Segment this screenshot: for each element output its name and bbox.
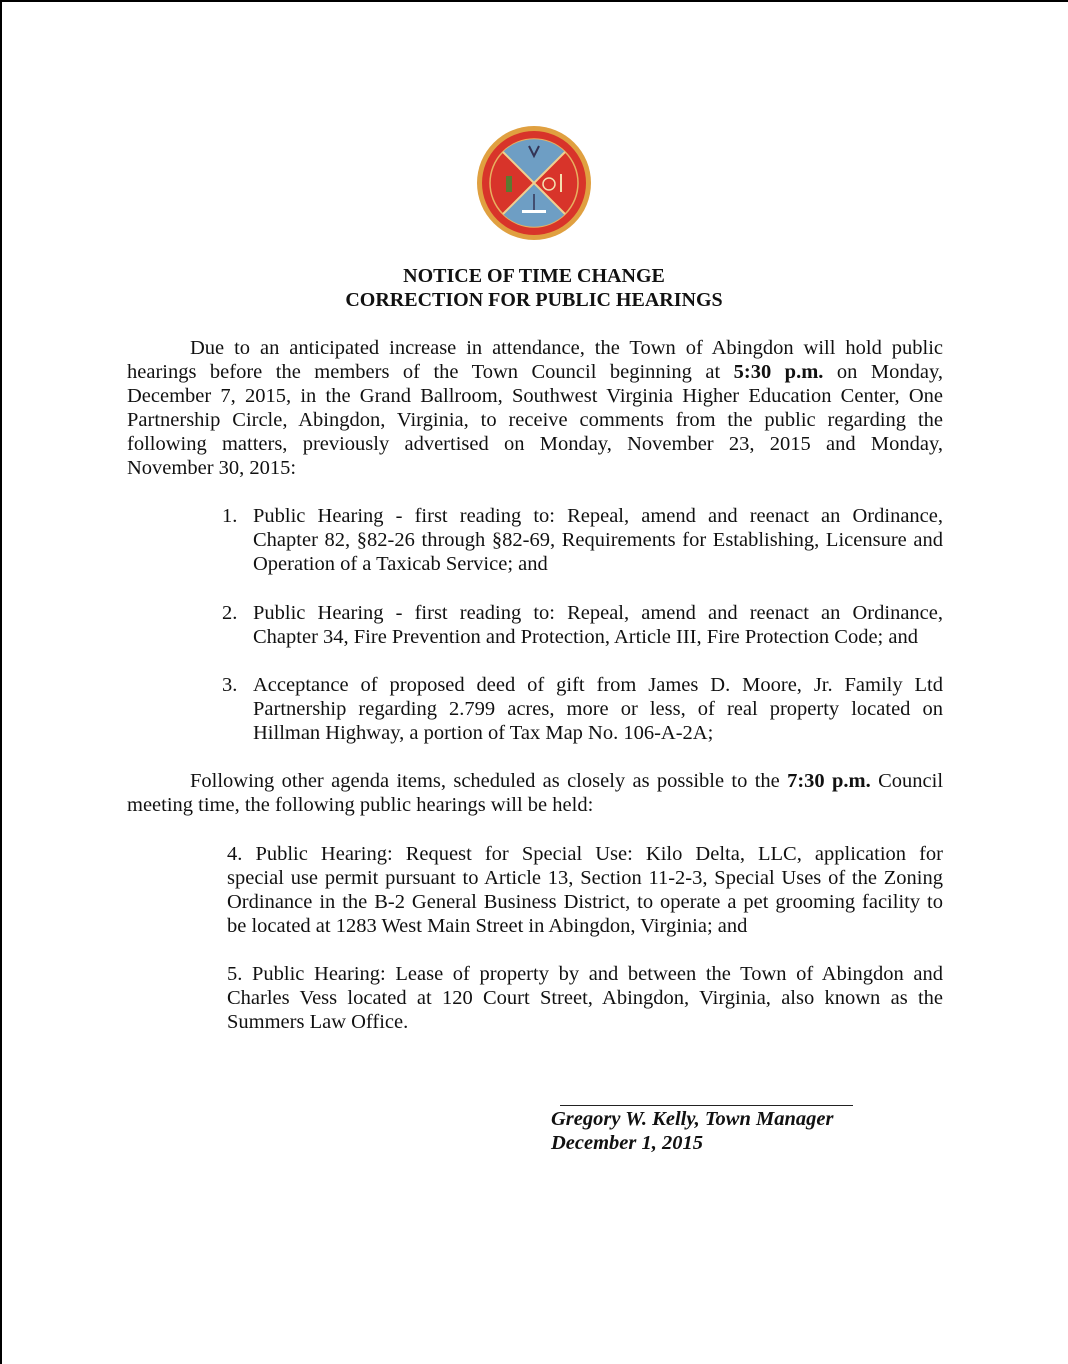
text-line: Partnership regarding 2.799 acres, more or less, of real property located on [253,698,943,720]
text-line: Partnership Circle, Abingdon, Virginia, to receive comments from the public regarding the [127,409,943,431]
agenda-item-1 [253,504,943,576]
text-line: Ordinance in the B-2 General Business District, to operate a pet grooming facility to [227,891,943,913]
text-line: following matters, previously advertised on Monday, November 23, 2015 and Monday, [127,433,943,455]
text-line: special use permit pursuant to Article 13, Section 11-2-3, Special Uses of the Zoning [227,867,943,889]
item-number: 2. [222,602,238,624]
text-line [127,769,943,793]
text-line: Charles Vess located at 120 Court Street, Abingdon, Virginia, also known as the [227,987,943,1009]
notice-subtitle: CORRECTION FOR PUBLIC HEARINGS [345,289,723,311]
text-line: Public Hearing - first reading to: Repeal, amend and reenact an Ordinance, [253,602,943,624]
text-line: December 7, 2015, in the Grand Ballroom, Southwest Virginia Higher Education Center, One [127,385,943,407]
text-line: 4. Public Hearing: Request for Special Use: Kilo Delta, LLC, application for [227,843,943,865]
text-span: on Monday, [836,361,944,383]
text-span: Following other agenda items, scheduled as closely as possible to the [190,770,780,792]
agenda-item-4 [227,842,943,938]
text-line: Acceptance of proposed deed of gift from James D. Moore, Jr. Family Ltd [253,674,943,696]
time-bold: 5:30 p.m. [733,361,824,383]
agenda-item-5 [227,962,943,1034]
agenda-item-3 [253,673,943,745]
signature-line [560,1105,853,1106]
text-line: 5. Public Hearing: Lease of property by and between the Town of Abingdon and [227,963,943,985]
notice-title: NOTICE OF TIME CHANGE [403,265,665,287]
text-line: Summers Law Office. [227,1011,409,1033]
time-bold: 7:30 p.m. [787,770,871,792]
town-seal-logo [474,124,594,242]
following-paragraph [127,769,943,817]
text-line: be located at 1283 West Main Street in Abingdon, Virginia; and [227,915,748,937]
text-span: hearings before the members of the Town Council beginning at [127,361,721,383]
text-line: Operation of a Taxicab Service; and [253,553,548,575]
signature-date: December 1, 2015 [551,1132,703,1154]
text-line: Chapter 34, Fire Prevention and Protection, Article III, Fire Protection Code; and [253,626,918,648]
text-line [127,360,943,384]
intro-paragraph [127,336,943,480]
agenda-item-2 [253,601,943,649]
item-number: 1. [222,505,238,527]
text-line: meeting time, the following public hearings will be held: [127,794,594,816]
text-line: Public Hearing - first reading to: Repeal, amend and reenact an Ordinance, [253,505,943,527]
signatory-name: Gregory W. Kelly, Town Manager [551,1108,834,1130]
text-span: Council [878,770,944,792]
text-line: Hillman Highway, a portion of Tax Map No. 106-A-2A; [253,722,714,744]
item-number: 3. [222,674,238,696]
text-line: Chapter 82, §82-26 through §82-69, Requirements for Establishing, Licensure and [253,529,943,551]
text-line: November 30, 2015: [127,457,297,479]
text-line: Due to an anticipated increase in attendance, the Town of Abingdon will hold public [190,337,943,359]
